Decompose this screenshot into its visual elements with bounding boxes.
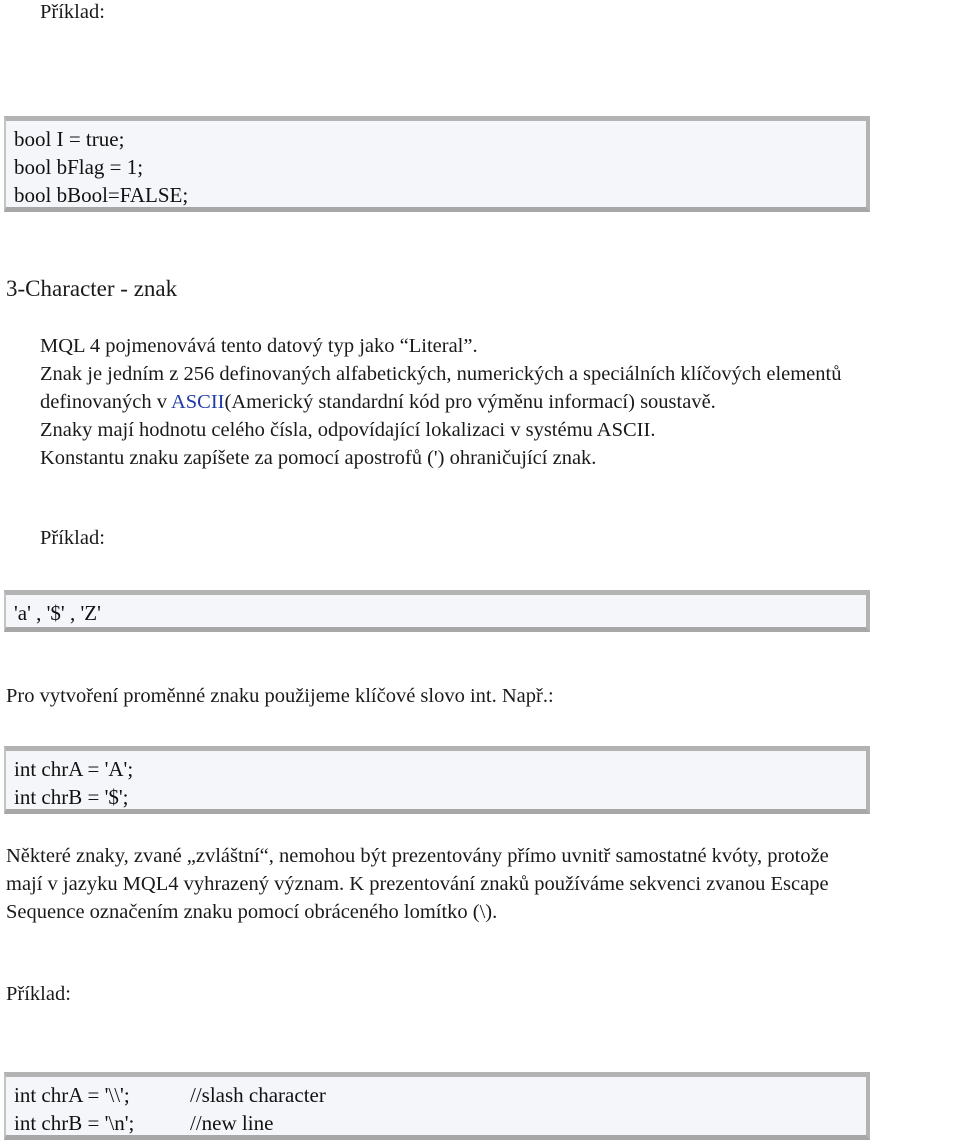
section-heading: 3-Character - znak: [6, 276, 178, 301]
text-fragment: (Americký standardní kód pro výměnu informací) soustavě.: [224, 391, 716, 413]
paragraph-line: Konstantu znaku zapíšete za pomocí apostrofů (') ohraničující znak.: [40, 447, 597, 469]
paragraph-line: mají v jazyku MQL4 vyhrazený význam. K prezentování znaků používáme sekvenci zvanou Escape: [6, 873, 829, 895]
paragraph-line: Znaky mají hodnotu celého čísla, odpovídající lokalizaci v systému ASCII.: [40, 419, 656, 441]
special-paragraph: [6, 842, 829, 926]
code-block-int: [4, 746, 870, 814]
code-block-chars: [4, 590, 870, 632]
code-line: [14, 1081, 866, 1109]
paragraph-line: Znak je jedním z 256 definovaných alfabetických, numerických a speciálních klíčových elementů: [40, 363, 842, 385]
example-label-1: Příklad:: [40, 1, 105, 23]
code-line: bool bFlag = 1;: [14, 155, 144, 179]
code-line: 'a' , '$' , 'Z': [14, 601, 101, 625]
code-line: int chrA = 'A';: [14, 757, 134, 781]
paragraph-line: MQL 4 pojmenovává tento datový typ jako “Literal”.: [40, 335, 478, 357]
code-comment: //new line: [190, 1111, 274, 1135]
code-line: int chrB = '$';: [14, 785, 129, 809]
paragraph-line: [40, 388, 841, 416]
text-fragment: definovaných v: [40, 391, 171, 413]
code-line: [14, 1109, 866, 1137]
intro-paragraph: [40, 332, 841, 472]
code-line: bool bBool=FALSE;: [14, 183, 189, 207]
example-label-3: Příklad:: [6, 983, 71, 1005]
code-comment: //slash character: [190, 1083, 326, 1107]
code-line: bool I = true;: [14, 127, 125, 151]
code-block-bool: [4, 116, 870, 212]
paragraph-line: Sequence označením znaku pomocí obráceného lomítko (\).: [6, 901, 498, 923]
code-block-escape: [4, 1072, 870, 1140]
code-text: int chrA = '\\';: [14, 1083, 130, 1107]
example-label-2: Příklad:: [40, 527, 105, 549]
variable-text: Pro vytvoření proměnné znaku použijeme klíčové slovo int. Např.:: [6, 685, 554, 707]
ascii-link[interactable]: ASCII: [170, 391, 225, 413]
paragraph-line: Některé znaky, zvané „zvláštní“, nemohou být prezentovány přímo uvnitř samostatné kvóty, protože: [6, 845, 829, 867]
code-text: int chrB = '\n';: [14, 1111, 135, 1135]
